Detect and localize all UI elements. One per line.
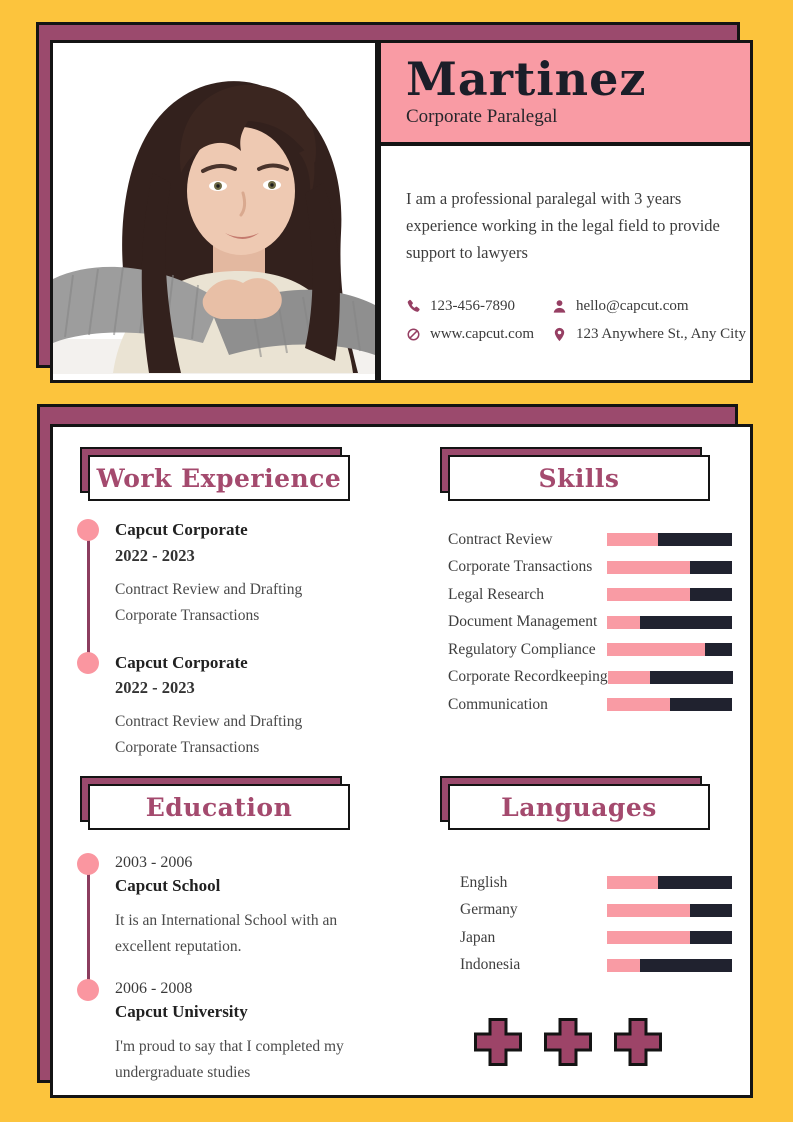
person-name: Martinez (406, 52, 647, 106)
education-title: Education (145, 792, 293, 822)
contact-phone-value: 123-456-7890 (430, 298, 515, 315)
skill-bar (607, 643, 732, 656)
language-bar (607, 959, 732, 972)
education-description: It is an International School with an excellent reputation. (115, 912, 338, 956)
language-label: Germany (460, 901, 518, 918)
portrait-illustration (53, 43, 375, 374)
work-company: Capcut Corporate (115, 652, 248, 672)
education-header (88, 784, 350, 830)
language-row (448, 956, 732, 973)
timeline-dot (77, 853, 99, 875)
contact-email-value: hello@capcut.com (576, 298, 689, 315)
work-experience-header (88, 455, 350, 501)
person-icon (552, 299, 567, 314)
skill-label: Corporate Recordkeeping (448, 668, 608, 685)
education-school: Capcut School (115, 876, 221, 896)
section-education (88, 784, 350, 1086)
phone-icon (406, 299, 421, 314)
education-period: 2003 - 2006 (115, 854, 193, 871)
about-text: I am a professional paralegal with 3 years experience working in the legal field to provide support to lawyers (406, 189, 720, 262)
skill-label: Document Management (448, 613, 598, 630)
skill-bar (608, 671, 733, 684)
work-company: Capcut Corporate (115, 520, 248, 539)
language-row (448, 873, 732, 891)
timeline-dot (77, 979, 99, 1001)
contact-website (406, 326, 546, 343)
skill-label: Regulatory Compliance (448, 640, 596, 658)
education-description: I'm proud to say that I completed my undergraduate studies (115, 1038, 344, 1082)
work-entry (88, 518, 350, 629)
skill-row (448, 668, 732, 685)
skills-title: Skills (538, 463, 620, 493)
work-entry (88, 651, 350, 762)
timeline-dot (77, 519, 99, 541)
section-work-experience (88, 455, 350, 761)
section-languages (448, 784, 732, 986)
skill-bar (607, 533, 732, 546)
education-timeline (88, 852, 350, 1086)
skill-row (448, 530, 732, 548)
contact-address-value: 123 Anywhere St., Any City (576, 326, 747, 343)
profile-photo (53, 43, 381, 380)
language-bar (607, 876, 732, 889)
language-label: Indonesia (460, 956, 521, 973)
header-right-pane (381, 43, 750, 380)
languages-list (448, 873, 732, 973)
languages-title: Languages (501, 792, 657, 822)
top-card (50, 40, 753, 383)
work-description: Contract Review and Drafting Corporate Transactions (115, 713, 303, 757)
skills-list (448, 530, 732, 713)
timeline-dot (77, 652, 99, 674)
skill-bar (607, 698, 732, 711)
header-body (381, 146, 750, 343)
skill-row (448, 613, 732, 630)
skill-label: Legal Research (448, 585, 544, 603)
contact-website-value: www.capcut.com (430, 326, 534, 343)
header-box (448, 455, 710, 501)
education-entry (88, 978, 350, 1086)
skill-row (448, 585, 732, 603)
plus-icon (543, 1017, 593, 1067)
skills-header (448, 455, 710, 501)
plus-icon (473, 1017, 523, 1067)
header-box (88, 784, 350, 830)
skill-row (448, 695, 732, 713)
education-school: Capcut University (115, 1002, 248, 1022)
link-icon (406, 327, 421, 342)
plus-icon (613, 1017, 663, 1067)
location-icon (552, 327, 567, 342)
skill-bar (607, 561, 732, 574)
work-period: 2022 - 2023 (115, 545, 195, 565)
name-banner (381, 43, 750, 146)
work-period: 2022 - 2023 (115, 678, 195, 698)
language-label: Japan (460, 928, 496, 946)
skill-label: Communication (448, 695, 548, 713)
skill-row (448, 640, 732, 658)
bottom-card (50, 424, 753, 1098)
plus-icons-row (473, 1017, 663, 1067)
language-row (448, 901, 732, 918)
skill-label: Contract Review (448, 530, 553, 548)
language-row (448, 928, 732, 946)
education-period: 2006 - 2008 (115, 980, 193, 998)
header-box (448, 784, 710, 830)
person-role: Corporate Paralegal (406, 106, 558, 128)
language-label: English (460, 873, 508, 891)
skill-bar (607, 588, 732, 601)
contact-address (552, 326, 746, 343)
contact-info (406, 298, 747, 343)
language-bar (607, 904, 732, 917)
contact-email (552, 298, 746, 315)
languages-header (448, 784, 710, 830)
work-description: Contract Review and Drafting Corporate Transactions (115, 580, 303, 624)
header-box (88, 455, 350, 501)
work-experience-title: Work Experience (96, 463, 342, 493)
skill-label: Corporate Transactions (448, 558, 593, 575)
section-skills (448, 455, 732, 726)
contact-phone (406, 298, 546, 315)
skill-bar (607, 616, 732, 629)
education-entry (88, 852, 350, 960)
work-timeline (88, 518, 350, 761)
skill-row (448, 558, 732, 575)
language-bar (607, 931, 732, 944)
